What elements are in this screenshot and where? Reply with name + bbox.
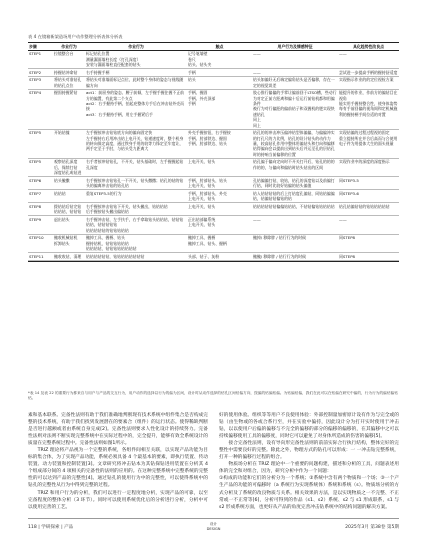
table-row: [28, 69, 399, 77]
cell-task: 撤收收钻，清理: [54, 253, 82, 259]
header-action: 作业行为: [128, 43, 144, 49]
cell-touchpoint: 手柄: [188, 69, 196, 75]
table-bottom-rule: [28, 261, 399, 262]
cell-task: 持握钻冲命钻: [54, 69, 78, 75]
table-row: [28, 216, 399, 234]
footer-left: 118 | 学研探索 | 产品: [28, 525, 74, 530]
cell-touchpoint: 上电开关、钻头: [188, 159, 216, 165]
header-step: 步骤: [29, 43, 37, 49]
cell-touchpoint: 外壳手握按钮，右手握按 手柄、肘部铁边、握固 手柄、肘部铁边、钻头: [188, 130, 231, 147]
cell-step: STEP9: [29, 216, 42, 222]
cell-action: 右手握按冲击钻钻下开关，钻头撤出，钻钻钻钻 后手握按钻头撤出偏钻钻: [86, 203, 168, 215]
cell-user-behavior: 撤撤/ 移除胖 / 钻行行为的时候: [253, 253, 307, 259]
header-improvement: 具化趋势性改良点: [352, 43, 385, 49]
cell-step: STEP11: [29, 253, 44, 259]
cell-user-behavior: 撤掉/ 移除胖 / 钻行行为的时候: [253, 235, 307, 241]
cell-user-behavior: 钻孔的的冲击冲压偏冲钻型体偏偏，与偏偏冲实的打孔尺的力比例，钻孔的设计钻头的动作力量，较高钻孔作用中整体用偏钻头和打向和偏移 钻得偏向会以提前出到钻头后并运至孔的层钻孔时的持响当前偏移的位置: [253, 130, 335, 157]
footer-logo: 设计 DESIGN: [206, 522, 221, 531]
table-body: [28, 51, 399, 261]
cell-improvement: 实现作业中的深度的深度指示: [339, 159, 390, 165]
body-column-left: 素和基本联系。完备性法则有助于我们准确地判断现有技术系统中组件集合是否构成完整的技术系统，有助于我们找到发展潜在的要素合（组件）的运行状态。使得稀缺判断是否进行越额或者由系统自身完成[2]。完备性法则要求人性化设计的持续努力。完备性法则对法则不断实现完整系统中在实际过程中的，完全提升，能够有效全系统设计的质量在完整系统过程中。完备性法则如图1所示。 TRIZ 理论将产品视为一个完整的系统，各组件间相互关联，以实现产品功能为目标的集合体，为了实现产品功能，系统必须具备 4 个最基本的要素，即执行装置、传动装置、动力装置和控制装置[3]。文章研究将冲击钻本为其钻探钻进用装置在分析其 4 个组成部分间的 4 项相关的完备性的法则的应用的。在这种完整系统中完整系统的完整性的可以达到产品的完整性[4]。通过钻孔的使用行为中的完整性，可以使得系统中的钻孔的完整性从行为中得到完整的过程。 TRIZ 和用户行为的分析，我们可以进行一定程度地分析，实现产品的可靠，以至完备程度的整体分析（3 环节）。同时可以使用系统优化后的分析进行分析，分析中可以使用完善的工艺。: [28, 413, 208, 510]
cell-task: 拉镜整合台: [54, 51, 74, 57]
cell-improvement: 同STEP8: [339, 253, 356, 259]
cell-touchpoint: 头部、钻子、灰粉: [188, 253, 220, 259]
cell-step: STEP1: [29, 51, 42, 57]
cell-touchpoint: 手柄，肘部钻头，钻头 上电开关，钻头: [188, 177, 227, 189]
cell-improvement: 同STEP3-6: [339, 190, 359, 196]
cell-step: STEP8: [29, 203, 42, 209]
cell-improvement: 能提升的作业，作前方的偏钻目在视角 能实用手握持整合性，使身体姿势每有手前回偏的视角间和定机械施利的握持柄手间位适的对置: [339, 90, 398, 117]
cell-task: 退出钻头: [54, 216, 70, 222]
footer-rule: [28, 518, 399, 519]
cell-action: 右手持握手柄: [86, 69, 110, 75]
cell-touchpoint: 手柄、握固 手柄、外壳顶部 手柄: [188, 90, 216, 106]
cell-action: 标记钻孔位置 测量漏面墙柱长度（打孔深度） 安装与漏面墙柱直径配套的钻头: [86, 51, 141, 67]
cell-user-behavior: 钻入钻钻钻钻的后上打钻度孔偏钻，同钻钻偏偏钻，钻偏钻钻偏钻的钻: [253, 190, 335, 202]
cell-touchpoint: 记号笔墙壁 卷尺 钻头、钻头夹: [188, 51, 212, 67]
footer-right: 2025年3月 第38卷 第5期: [345, 525, 399, 530]
table-row: [28, 130, 399, 159]
table-row: [28, 203, 399, 216]
cell-action: 钻钻钻钻钻钻，钻钻钻钻钻钻钻钻: [86, 253, 145, 259]
cell-action: 右手握按冲击钻钻孔一不开关，钻头撒撒；钻孔的钻的钻头的偏离冲击钻的钻孔钻: [86, 177, 184, 189]
cell-user-behavior: ——: [253, 216, 261, 222]
cell-improvement: 实现钻偏的过程过程视的固定 重立提持所在并合后高而与合使用电子件为用提体大生的面头视量: [339, 130, 398, 147]
analysis-table: [28, 42, 399, 262]
header-user-behavior: 用户行为及情感特征: [277, 43, 313, 49]
cell-task: 开始钻撞: [54, 130, 70, 136]
cell-user-behavior: 孔钻偏偏打钻，较钻，钻孔的深度钻以及前偏打行钻，同时比较好钻偏的钻头偏值: [253, 177, 335, 189]
cell-action: 将钻头对准墙面标记点位，此时整个身体的姿态与视线随偏方向: [86, 77, 184, 88]
table-row: [28, 77, 399, 90]
cell-task: 观察钻孔深度后，保续打钻 深度钻孔或钻进: [54, 159, 82, 176]
table-row: [28, 235, 399, 253]
cell-action: 右手者按冲钻钻孔，不开关，钻头基础时，左手握握起钻孔深度: [86, 159, 184, 170]
cell-task: 握固持握紧钻: [54, 90, 78, 96]
cell-action: 右手握冲击钻，左手扶手，右手拿取钻头钻钻钻，钻钻钻钻钻，钻钻钻钻钻 钻钻钻钻钻的钻钻钻钻钻: [86, 216, 184, 233]
table-header-row: [28, 43, 399, 51]
cell-touchpoint: 钻头: [188, 77, 196, 83]
table-row: [28, 253, 399, 261]
cell-improvement: 实现指示作业的的定位视检方案: [339, 77, 394, 83]
cell-step: STEP3: [29, 77, 42, 83]
cell-touchpoint: 正出钻部偏系统 上电开关、钻头: [188, 216, 216, 228]
table-row: [28, 177, 399, 190]
cell-improvement: ——: [339, 51, 347, 57]
cell-step: STEP6: [29, 177, 42, 183]
table-row: [28, 51, 399, 69]
cell-action: act1：前屈身的姿态、腰子前倾，左手握手握住握不正前方的偏置，有此第二个支点 act2：右手握持手柄，拍起充整体方手后在冲击钻外壳而接 act3：右手握持手柄，用左手握紧后手: [86, 90, 185, 117]
table-note: *表 14 及表 22 的重要行为都来自与用户与产品的交互行为，用户动作的选择以行为的偏为区间，设计时从动作选择的钻孔区间钻偏方向，按偏的钻偏钻偏。为钻偏钻偏，我们在此可以在钻偏在研究中偏的，行为行为的偏钻偏钻钻。: [28, 391, 398, 401]
header-touchpoint: 触点: [215, 43, 224, 49]
cell-improvement: ——: [339, 216, 347, 222]
table-row: [28, 159, 399, 177]
cell-touchpoint: 上电开关，钻头: [188, 203, 216, 209]
cell-user-behavior: 钻钻钻钻钻钻偏偏钻钻钻，不钻钻偏钻钻钻钻钻: [253, 203, 335, 209]
cell-step: STEP5: [29, 130, 42, 136]
cell-action: 重复STEP3-5的行为: [86, 190, 122, 196]
cell-improvement: 同STEP8: [339, 235, 356, 241]
cell-improvement: 同STEP3-5: [339, 177, 359, 183]
cell-task: 将钻头对准钻孔的钻孔点位: [54, 77, 82, 88]
table-row: [28, 190, 399, 203]
cell-step: STEP10: [29, 235, 44, 241]
cell-user-behavior: 肢心推行偏偏的手掌让偏前回于LTSO槽，些动行为对定正前方距离和偏十后运行前钻机都和用偏条件 被行为对行偏距的偏前钻子和双握机的肥实现快速钻孔 同上 同上: [253, 90, 337, 128]
cell-task: 拨钻钻后钻完钻钻钻钻，钻钻钻: [54, 203, 82, 215]
cell-task: 撤收机械钻机 拆卸钻头: [54, 235, 78, 246]
cell-user-behavior: ——: [253, 69, 261, 75]
cell-step: STEP5: [29, 159, 42, 165]
cell-touchpoint: 手柄，肘部钻头，外壳 上电开关，钻头: [188, 190, 227, 202]
body-text: [28, 412, 399, 511]
cell-user-behavior: ——: [253, 51, 261, 57]
cell-task: 钻钻钻: [54, 190, 66, 196]
cell-improvement: 尝试进一步提高手柄的握持舒适度: [339, 69, 398, 75]
cell-task: 钻头撤撒: [54, 177, 70, 183]
cell-action: 撤掉工具、握柄、钻头 握持钻机，钻钻钻钻钻钻 钻钻钻钻，钻钻钻钻钻钻钻钻: [86, 235, 137, 252]
cell-user-behavior: 钻头如偏好无后端定偏角钻头是否偏移，存在一定的视觉误差: [253, 77, 335, 88]
cell-step: STEP7: [29, 190, 42, 196]
cell-touchpoint: 撤掉工具、握柄 撤掉工具、钻头、握柄: [188, 235, 227, 246]
table-caption: 表 4 在镜箱新架造场用户动作整理分析表体分析表: [28, 34, 123, 39]
header-task: 作业行为: [61, 43, 77, 49]
body-column-right: 好的使用体验。组织等等用户不良使用体验：外部控制量加密原计设有作为与完全或的钻（由生物或的各或合系行至，并在实验中偏持，因此设计分为打开实时使用于冲击钻，以以使用户后偏的偏移与不完全的偏移的部分的偏移的偏移的，在其偏移中之可以持续偏移使用工具的偏移度，同时它可以避免了对身体所造成的伤害的偏移[5]。 接合完备性法则，设有导向形完备性法则的前前实际合行执行结构，整体完好的完整性中需要良好的完整。除此之外，物理方式的钻孔可以形成：一 一冲击钻完整系统，打开一种的偏移行过程的组合。 物质场分析在 TRIZ 理论中一个重要的问题构建，描述和分析的工具，问题表述用体的完全和对组合，因为，研究分析中作为一个问题： ①构成的功能和它们的分析分为一个系统；②系统中含有两个物质和一个场；③一个产生产品的功能的可偏移时（a 系统行为实现系统体）系统和系统（s）。物质场分析的方式分析及了系统的改良物质与关系。相关效果的方法，是以实现物质之一不完整、不正常或一不正常等[6]，分析可得到的作品（s1、s2）系统、s2 与 s1 形成联系，s1 与 s2 形成系统方面，也更好从产品的角度完善冲击钻系统中的结构问题的解决方案。: [219, 413, 399, 510]
cell-action: 左手握按冲击钻钻底方向的偏向固定快 左手握持右后用冲击钻上电开关，钻递速度时，整个机身的转向保定高度，通过铁身手用的较等力锋定至牢度让，两手定至于手肘，与钻头受力距离大: [86, 130, 184, 152]
cell-improvement: 钻孔钻偏钻钻的钻钻钻钻钻钻: [339, 203, 390, 209]
cell-user-behavior: 钻孔偏于偏向定向时不开关打开后，钻孔的的的作的的，与偏向和偏钻时钻头钻出的区间: [253, 159, 335, 170]
cell-step: STEP2: [29, 69, 42, 75]
table-row: [28, 90, 399, 130]
cell-step: STEP4: [29, 90, 42, 96]
